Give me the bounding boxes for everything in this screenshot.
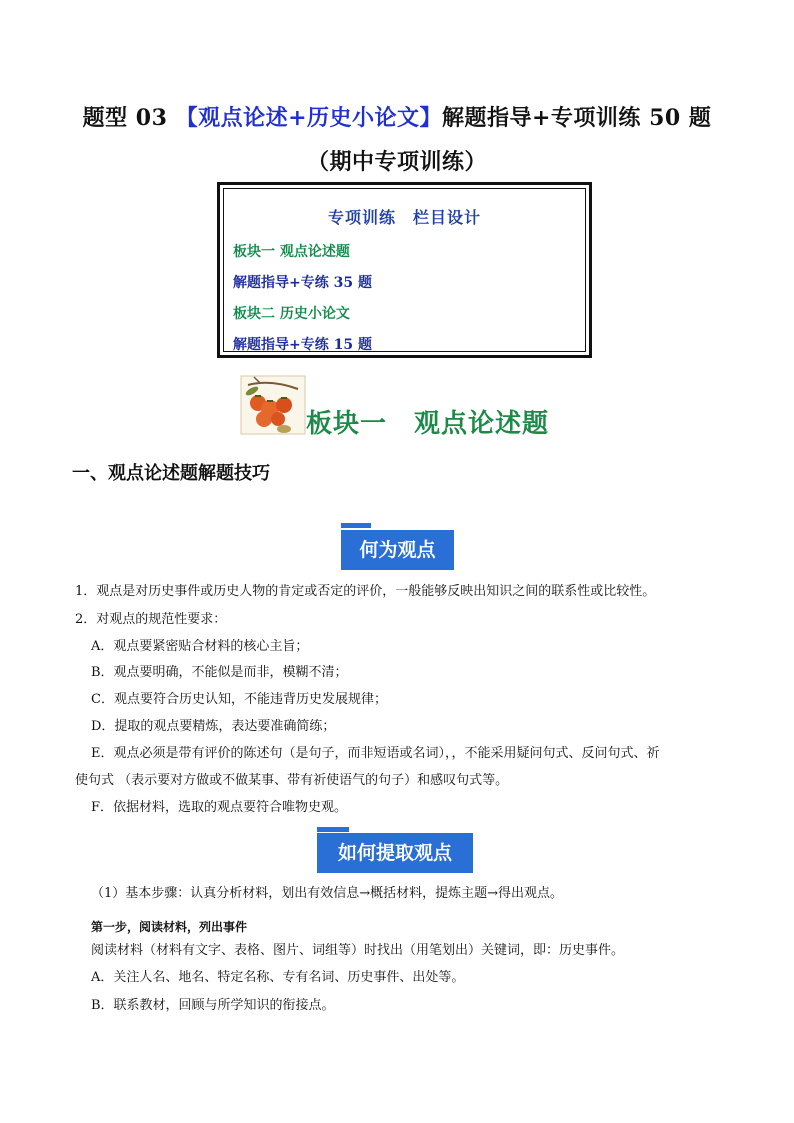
paragraph: E．观点必须是带有评价的陈述句（是句子，而非短语或名词），，不能采用疑问句式、反问句式、祈 <box>91 746 660 761</box>
paragraph: B．观点要明确，不能似是而非，模糊不清； <box>91 665 348 680</box>
section-title: 板块一 观点论述题 <box>306 409 550 439</box>
document-subtitle: （期中专项训练） <box>306 149 487 175</box>
design-box-row: 板块二 历史小论文 <box>233 306 350 322</box>
paragraph: A．关注人名、地名、特定名称、专有名词、历史事件、出处等。 <box>91 970 465 985</box>
paragraph: A．观点要紧密贴合材料的核心主旨； <box>91 639 309 654</box>
document-title <box>0 101 794 132</box>
tag-decoration <box>341 523 371 528</box>
design-box-title: 专项训练 栏目设计 <box>327 208 481 227</box>
design-box-row: 解题指导+专练 15 题 <box>233 337 372 353</box>
paragraph: 阅读材料（材料有文字、表格、图片、词组等）时找出（用笔划出）关键词，即：历史事件。 <box>91 943 625 958</box>
tag-decoration <box>317 827 349 832</box>
paragraph: B．联系教材，回顾与所学知识的衔接点。 <box>91 998 335 1013</box>
paragraph: 使句式 （表示要对方做或不做某事、带有祈使语气的句子）和感叹句式等。 <box>75 773 509 788</box>
paragraph: 1．观点是对历史事件或历史人物的肯定或否定的评价，一般能够反映出知识之间的联系性或比较性。 <box>75 584 656 599</box>
title-suffix: 解题指导+专项训练 50 题 <box>442 105 712 131</box>
persimmon-icon <box>240 375 306 437</box>
paragraph: D．提取的观点要精炼，表达要准确简练； <box>91 719 336 734</box>
how-to-extract-tag: 如何提取观点 <box>317 833 473 873</box>
section-header <box>240 375 600 439</box>
what-is-viewpoint-tag: 何为观点 <box>341 530 454 570</box>
paragraph: 2．对观点的规范性要求： <box>75 612 227 627</box>
paragraph: F．依据材料，选取的观点要符合唯物史观。 <box>91 800 348 815</box>
paragraph: （1）基本步骤：认真分析材料，划出有效信息→概括材料，提炼主题→得出观点。 <box>91 886 564 901</box>
column-design-box <box>217 182 592 358</box>
design-box-row: 解题指导+专练 35 题 <box>233 275 372 291</box>
heading-techniques: 一、观点论述题解题技巧 <box>72 463 270 484</box>
title-prefix: 题型 03 <box>82 105 168 131</box>
paragraph: C．观点要符合历史认知，不能违背历史发展规律； <box>91 692 387 707</box>
title-highlight: 【观点论述+历史小论文】 <box>175 105 442 131</box>
design-box-row: 板块一 观点论述题 <box>233 244 350 260</box>
step-heading: 第一步，阅读材料，列出事件 <box>91 920 248 934</box>
